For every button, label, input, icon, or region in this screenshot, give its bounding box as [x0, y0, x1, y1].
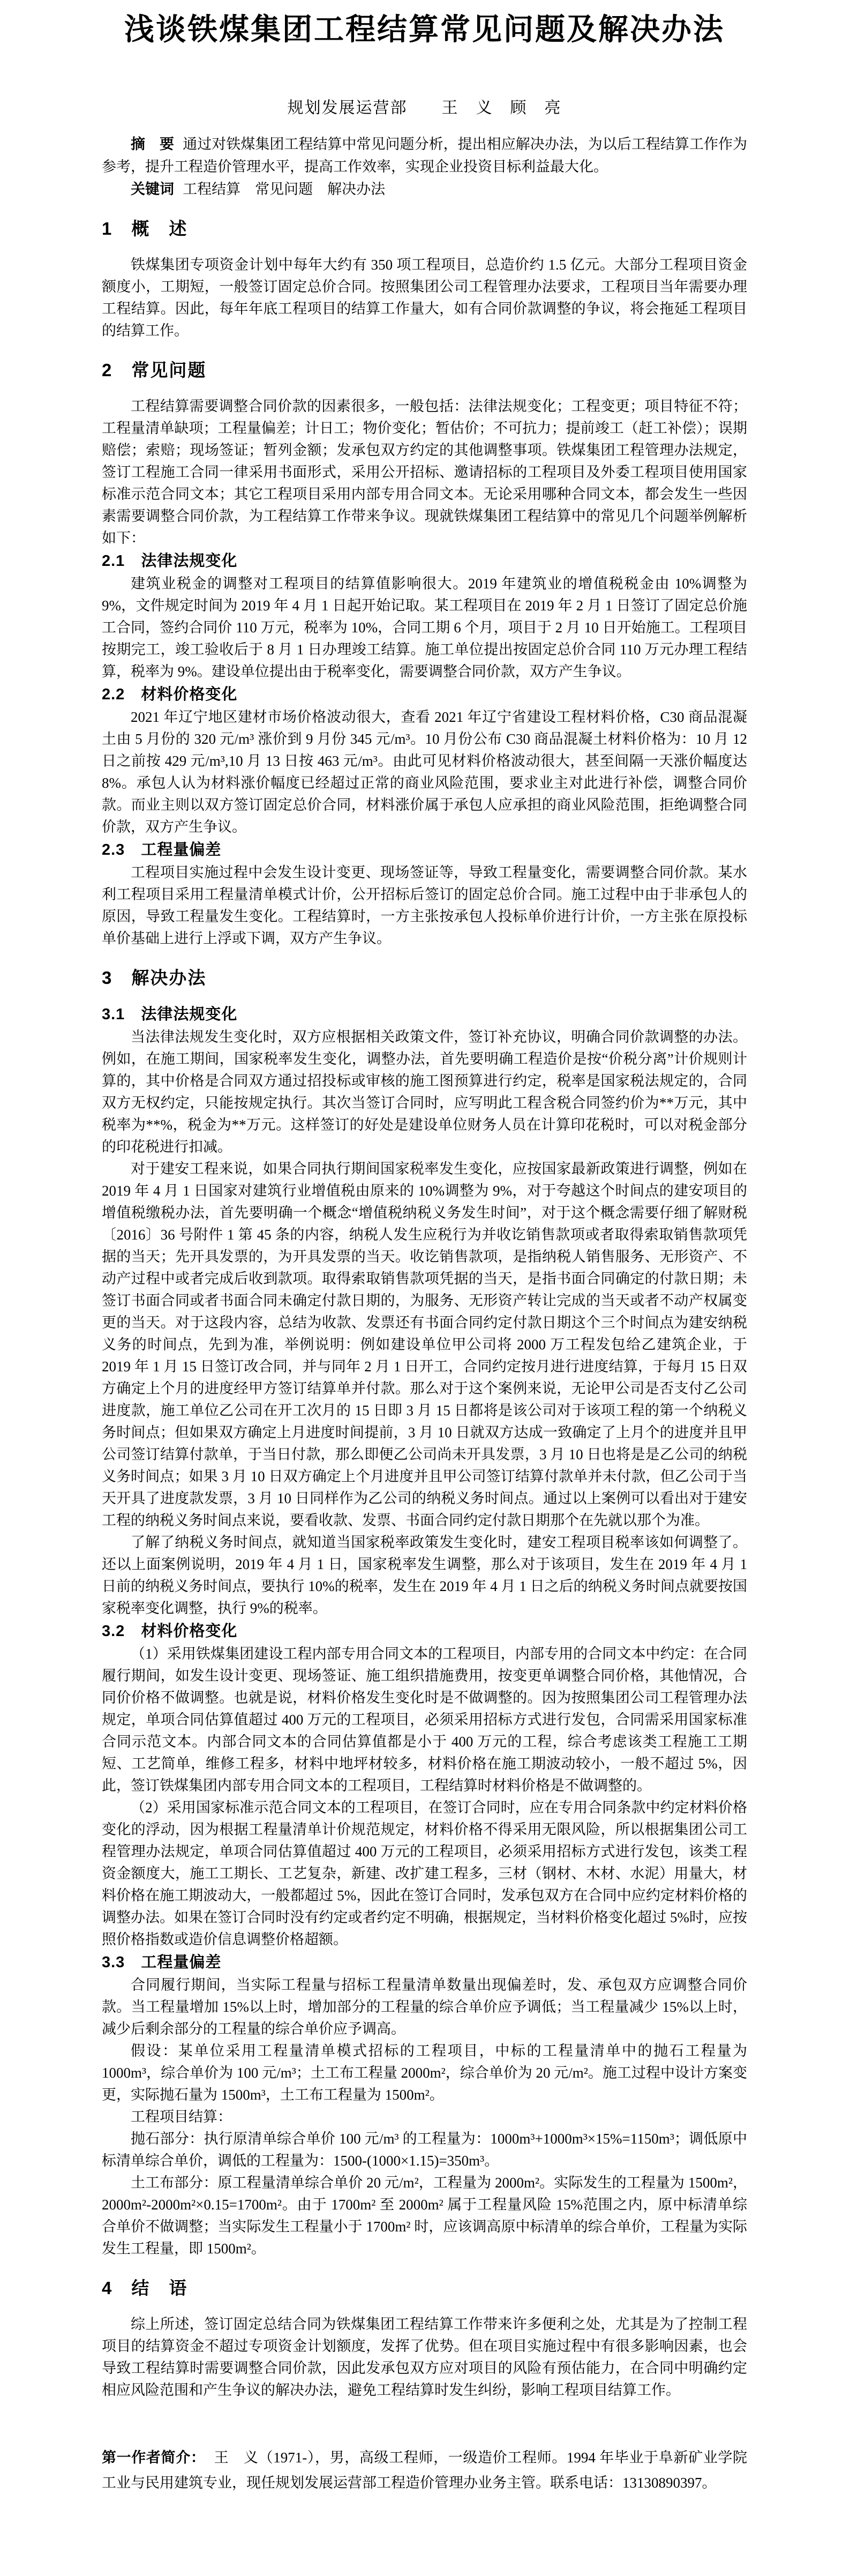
section-common-problems [102, 358, 747, 950]
paragraph: 抛石部分：执行原清单综合单价 100 元/m³ 的工程量为：1000m³+1000m³×15%=1150m³；调低原中标清单综合单价，调低的工程量为：1500-(1000×1.15)=350m³。 [102, 2131, 747, 2169]
subsection-heading: 2.1 法律法规变化 [102, 552, 238, 570]
section-solutions [102, 966, 747, 2260]
paragraph: 工程项目结算： [131, 2109, 232, 2125]
section-overview [102, 216, 747, 342]
paragraph: 土工布部分：原工程量清单综合单价 20 元/m²，工程量为 2000m²。实际发生的工程量为 1500m²，2000m²-2000m²×0.15=1700m²。由于 1700m² 至 2000m² 属于工程量风险 15%范围之内，原中标清单综合单价不做调整；当实际发生工程量小于 1700m² 时，应该调高原中标清单的综合单价，工程量为实际发生工程量，即 1500m²。 [102, 2175, 747, 2257]
paragraph: 合同履行期间，当实际工程量与招标工程量清单数量出现偏差时，发、承包双方应调整合同价款。当工程量增加 15%以上时，增加部分的工程量的综合单价应予调低；当工程量减少 15%以上时，减少后剩余部分的工程量的综合单价应予调高。 [102, 1977, 747, 2037]
subsection-heading: 2.3 工程量偏差 [102, 841, 222, 858]
abstract-label: 摘 要 [131, 136, 175, 152]
subsection-heading: 2.2 材料价格变化 [102, 686, 238, 703]
paragraph: （2）采用国家标准示范合同文本的工程项目，在签订合同时，应在专用合同条款中约定材料价格变化的浮动，因为根据工程量清单计价规范规定，材料价格不得采用无限风险，所以根据集团公司工程管理办法规定，单项合同估算值超过 400 万元的工程项目，必须采用招标方式进行发包，该类工程资金额度大，施工工期长、工艺复杂，新建、改扩建工程多，三材（钢材、木材、水泥）用量大，材料价格在施工期波动大，一般都超过 5%，因此在签订合同时，发承包双方在合同中应约定材料价格的调整办法。如果在签订合同时没有约定或者约定不明确，根据规定，当材料价格变化超过 5%时，应按照价格指数或造价信息调整价格超额。 [102, 1800, 747, 1947]
section-heading: 1 概 述 [102, 219, 188, 238]
abstract-text: 通过对铁煤集团工程结算中常见问题分析，提出相应解决办法，为以后工程结算工作作为参考，提升工程造价管理水平，提高工作效率，实现企业投资目标利益最大化。 [102, 136, 748, 175]
paragraph: 铁煤集团专项资金计划中每年大约有 350 项工程项目，总造价约 1.5 亿元。大部分工程项目资金额度小，工期短，一般签订固定总价合同。按照集团公司工程管理办法要求，工程项目当年需要办理工程结算。因此，每年年底工程项目的结算工作量大，如有合同价款调整的争议，将会拖延工程项目的结算工作。 [102, 257, 747, 339]
paragraph: 工程结算需要调整合同价款的因素很多，一般包括：法律法规变化；工程变更；项目特征不符；工程量清单缺项；工程量偏差；计日工；物价变化；暂估价；不可抗力；提前竣工（赶工补偿）；误期赔偿；索赔；现场签证；暂列金额；发承包双方约定的其他调整事项。铁煤集团工程管理办法规定，签订工程施工合同一律采用书面形式，采用公开招标、邀请招标的工程项目及外委工程项目使用国家标准示范合同文本；其它工程项目采用内部专用合同文本。无论采用哪种合同文本，都会发生一些因素需要调整合同价款，为工程结算工作带来争议。现就铁煤集团工程结算中的常见几个问题举例解析如下： [102, 398, 747, 546]
section-conclusion [102, 2276, 747, 2401]
paragraph: 工程项目实施过程中会发生设计变更、现场签证等，导致工程量变化，需要调整合同价款。某水利工程项目采用工程量清单模式计价，公开招标后签订的固定总价合同。施工过程中由于非承包人的原因，导致工程量发生变化。工程结算时，一方主张按承包人投标单价进行计价，一方主张在原投标单价基础上进行上浮或下调，双方产生争议。 [102, 864, 747, 946]
paragraph: 了解了纳税义务时间点，就知道当国家税率政策发生变化时，建安工程项目税率该如何调整了。还以上面案例说明，2019 年 4 月 1 日，国家税率发生调整，那么对于该项目，发生在 2019 年 4 月 1 日前的纳税义务时间点，要执行 10%的税率，发生在 2019 年 4 月 1 日之后的纳税义务时间点就要按国家税率变化调整，执行 9%的税率。 [102, 1534, 747, 1616]
paragraph: 假设：某单位采用工程量清单模式招标的工程项目，中标的工程量清单中的抛石工程量为 1000m³，综合单价为 100 元/m³；土工布工程量 2000m²，综合单价为 20 元/m²。施工过程中设计方案变更，实际抛石量为 1500m³，土工布工程量为 1500m²。 [102, 2043, 747, 2103]
paragraph: 2021 年辽宁地区建材市场价格波动很大，查看 2021 年辽宁省建设工程材料价格，C30 商品混凝土由 5 月份的 320 元/m³ 涨价到 9 月份 345 元/m³。10 月份公布 C30 商品混凝土材料价格为：10 月 12 日之前按 429 元/m³,10 月 13 日按 463 元/m³。由此可见材料价格波动很大，甚至间隔一天涨价幅度达 8%。承包人认为材料涨价幅度已经超过正常的商业风险范围，要求业主对此进行补偿，调整合同价款。而业主则以双方签订固定总价合同，材料涨价属于承包人应承担的商业风险范围，拒绝调整合同价款，双方产生争议。 [102, 709, 747, 835]
section-heading: 2 常见问题 [102, 360, 207, 380]
subsection-heading: 3.2 材料价格变化 [102, 1623, 238, 1640]
keywords-label: 关键词 [131, 181, 174, 197]
paper-title: 浅谈铁煤集团工程结算常见问题及解决办法 [124, 12, 725, 46]
paragraph: 当法律法规发生变化时，双方应根据相关政策文件，签订补充协议，明确合同价款调整的办法。例如，在施工期间，国家税率发生变化，调整办法，首先要明确工程造价是按“价税分离”计价规则计算的，其中价格是合同双方通过招投标或审核的施工图预算进行约定，税率是国家税法规定的，合同双方无权约定，只能按规定执行。其次当签订合同时，应写明此工程含税合同签约价为**万元，其中税率为**%，税金为**万元。这样签订的好处是建设单位财务人员在计算印花税时，可以对税金部分的印花税进行扣减。 [102, 1029, 747, 1155]
subsection-heading: 3.1 法律法规变化 [102, 1006, 238, 1023]
paragraph: 综上所述，签订固定总结合同为铁煤集团工程结算工作带来许多便利之处，尤其是为了控制工程项目的结算资金不超过专项资金计划额度，发挥了优势。但在项目实施过程中有很多影响因素，也会导致工程结算时需要调整合同价款，因此发承包双方应对项目的风险有预估能力，在合同中明确约定相应风险范围和产生争议的解决办法，避免工程结算时发生纠纷，影响工程项目结算工作。 [102, 2316, 747, 2398]
section-heading: 3 解决办法 [102, 968, 207, 988]
author-bio-text: 王 义（1971-），男，高级工程师，一级造价工程师。1994 年毕业于阜新矿业学院工业与民用建筑专业，现任规划发展运营部工程造价管理办业务主管。联系电话：13130890397。 [102, 2450, 748, 2491]
paragraph: 对于建安工程来说，如果合同执行期间国家税率发生变化，应按国家最新政策进行调整，例如在 2019 年 4 月 1 日国家对建筑行业增值税由原来的 10%调整为 9%，对于夸越这个时间点的建安项目的增值税缴税办法，首先要明确一个概念“增值税纳税义务发生时间”，对于这个概念需要仔细了解财税〔2016〕36 号附件 1 第 45 条的内容，纳税人发生应税行为并收讫销售款项或者取得索取销售款项凭据的当天；先开具发票的，为开具发票的当天。收讫销售款项，是指纳税人销售服务、无形资产、不动产过程中或者完成后收到款项。取得索取销售款项凭据的当天，是指书面合同确定的付款日期；未签订书面合同或者书面合同未确定付款日期的，为服务、无形资产转让完成的当天或者不动产权属变更的当天。对于这段内容，总结为收款、发票还有书面合同约定付款日期这个三个时间点为建安纳税义务的时间点，先到为准，举例说明：例如建设单位甲公司将 2000 万工程发包给乙建筑企业，于 2019 年 1 月 15 日签订改合同，并与同年 2 月 1 日开工，合同约定按月进行进度结算，于每月 15 日双方确定上个月的进度经甲方签订结算单并付款。那么对于这个案例来说，无论甲公司是否支付乙公司进度款，施工单位乙公司在开工次月的 15 日即 3 月 15 日都将是该公司对于该项工程的第一个纳税义务时间点；但如果双方确定上月进度时间提前，3 月 10 日就双方达成一致确定了上月个的进度并且甲公司签订结算付款单，于当日付款，那么即便乙公司尚未开具发票，3 月 10 日也将是是乙公司的纳税义务时间点；如果 3 月 10 日双方确定上个月进度并且甲公司签订结算付款单并未付款，但乙公司于当天开具了进度款发票，3 月 10 日同样作为乙公司的纳税义务时间点。通过以上案例可以看出对于建安工程的纳税义务时间点来说，要看收款、发票、书面合同约定付款日期那个在先就以那个为准。 [102, 1161, 747, 1528]
byline: 规划发展运营部 王 义 顾 亮 [287, 99, 562, 117]
paragraph: 建筑业税金的调整对工程项目的结算值影响很大。2019 年建筑业的增值税税金由 10%调整为 9%，文件规定时间为 2019 年 4 月 1 日起开始记取。某工程项目在 2019 年 2 月 1 日签订了固定总价施工合同，签约合同价 110 万元，税率为 10%，合同工期 6 个月，项目于 2 月 10 日开始施工。工程项目按期完工，竣工验收后于 8 月 1 日办理竣工结算。施工单位提出按固定总价合同 110 万元办理工程结算，税率为 9%。建设单位提出由于税率变化，需要调整合同价款，双方产生争议。 [102, 576, 747, 680]
author-bio-label: 第一作者简介： [102, 2450, 206, 2466]
author-bio [102, 2445, 747, 2496]
keywords [102, 178, 747, 200]
abstract [102, 133, 747, 178]
section-heading: 4 结 语 [102, 2278, 188, 2298]
paragraph: （1）采用铁煤集团建设工程内部专用合同文本的工程项目，内部专用的合同文本中约定：在合同履行期间，如发生设计变更、现场签证、施工组织措施费用，按变更单调整合同价格，其他情况，合同价价格不做调整。也就是说，材料价格发生变化时是不做调整的。因为按照集团公司工程管理办法规定，单项合同估算值超过 400 万元的工程项目，必须采用招标方式进行发包，合同需采用国家标准合同示范文本。内部合同文本的合同估算值都是小于 400 万元的工程，综合考虑该类工程施工工期短、工艺简单，维修工程多，材料中地坪材较多，材料价格在施工期波动较小，一般不超过 5%，因此，签订铁煤集团内部专用合同文本的工程项目，工程结算时材料价格是不做调整的。 [102, 1646, 747, 1794]
keywords-text: 工程结算 常见问题 解决办法 [183, 181, 386, 197]
subsection-heading: 3.3 工程量偏差 [102, 1954, 222, 1971]
